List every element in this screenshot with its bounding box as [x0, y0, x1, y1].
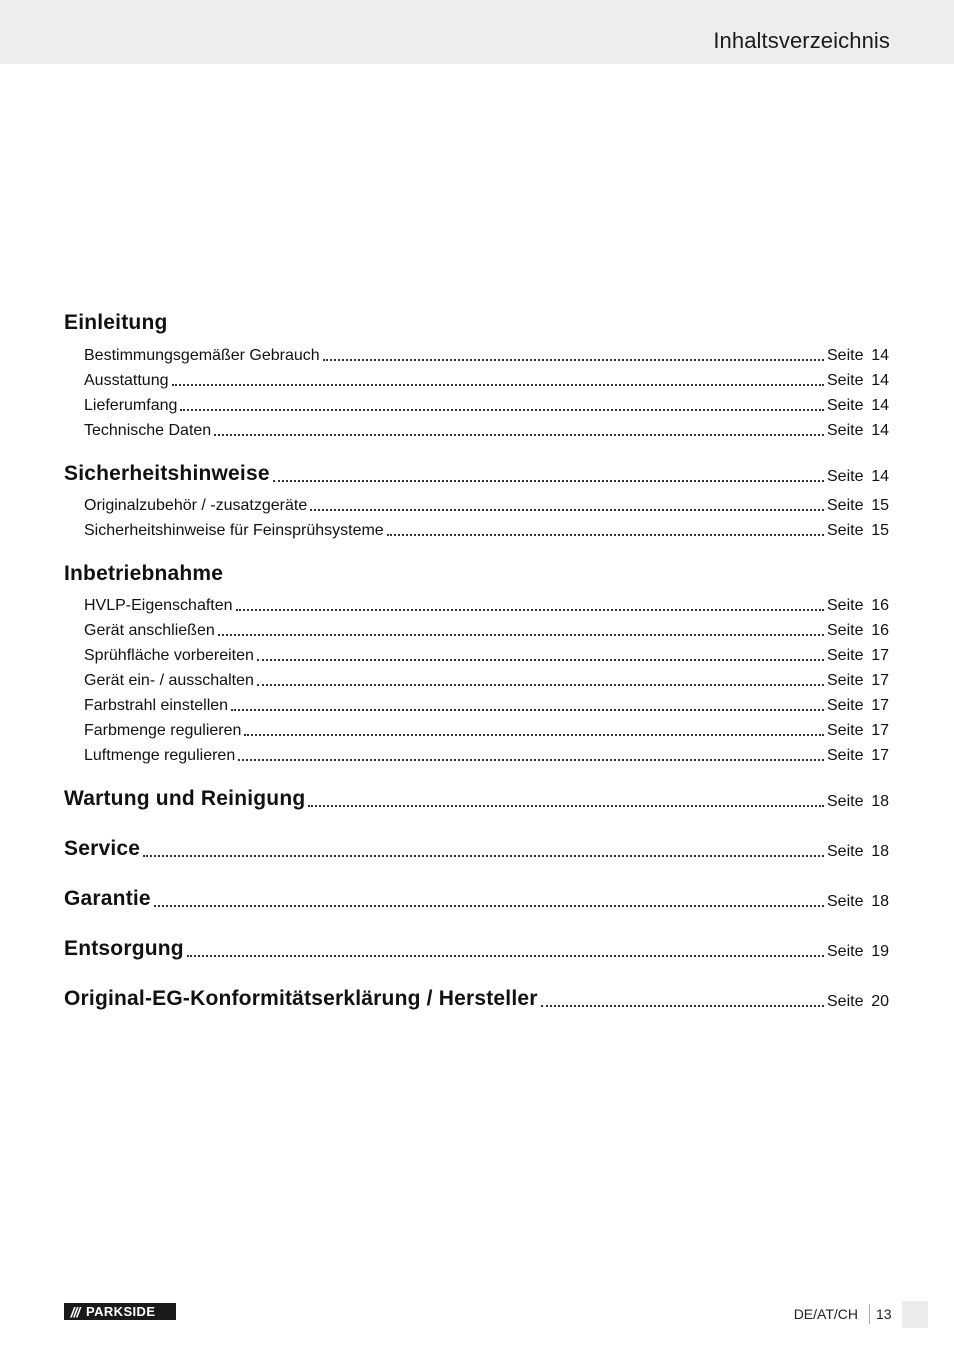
toc-page-number: 17	[871, 697, 889, 714]
toc-page-number: 16	[871, 622, 889, 639]
toc-seite-label: Seite	[827, 347, 864, 364]
toc-entry-label: Farbmenge regulieren	[84, 722, 242, 739]
toc-entry[interactable]	[84, 364, 889, 390]
toc-entry[interactable]	[84, 739, 889, 765]
dot-leader	[257, 684, 824, 686]
toc-entry[interactable]	[84, 614, 889, 640]
dot-leader	[310, 509, 824, 511]
toc-entry[interactable]	[84, 639, 889, 665]
toc-entry-label: Gerät anschließen	[84, 622, 215, 639]
toc-seite-label: Seite	[827, 672, 864, 689]
dot-leader	[214, 434, 824, 436]
toc-page-number: 18	[871, 793, 889, 810]
toc-page-number: 16	[871, 597, 889, 614]
toc-seite-label: Seite	[827, 468, 864, 485]
toc-entry-label: Sicherheitshinweise für Feinsprühsysteme	[84, 522, 384, 539]
toc-seite-label: Seite	[827, 943, 864, 960]
toc-entry-label: Technische Daten	[84, 422, 212, 439]
logo-text: PARKSIDE	[86, 1304, 156, 1319]
dot-leader	[323, 359, 824, 361]
dot-leader	[231, 709, 824, 711]
toc-seite-label: Seite	[827, 497, 864, 514]
toc-page-number: 14	[871, 422, 889, 439]
toc-page-number: 18	[871, 893, 889, 910]
toc-seite-label: Seite	[827, 747, 864, 764]
dot-leader	[541, 1005, 824, 1007]
toc-section-heading[interactable]	[64, 985, 889, 1011]
toc-entry-label: Luftmenge regulieren	[84, 747, 236, 764]
toc-entry[interactable]	[84, 514, 889, 540]
toc-page-number: 14	[871, 347, 889, 364]
toc-entry-label: Ausstattung	[84, 372, 169, 389]
dot-leader	[273, 480, 824, 482]
toc-page-number: 17	[871, 672, 889, 689]
toc-seite-label: Seite	[827, 843, 864, 860]
dot-leader	[238, 759, 824, 761]
toc-section-heading[interactable]	[64, 785, 889, 811]
toc-page-number: 19	[871, 943, 889, 960]
toc-seite-label: Seite	[827, 697, 864, 714]
toc-section-heading[interactable]	[64, 835, 889, 861]
dot-leader	[236, 609, 824, 611]
dot-leader	[257, 659, 824, 661]
parkside-logo	[64, 1303, 176, 1320]
toc-page-number: 14	[871, 397, 889, 414]
toc-entry-label: Service	[64, 837, 141, 860]
dot-leader	[143, 855, 824, 857]
toc-page-number: 14	[871, 372, 889, 389]
toc-seite-label: Seite	[827, 622, 864, 639]
toc-entry-label: HVLP-Eigenschaften	[84, 597, 233, 614]
page-title: Inhaltsverzeichnis	[713, 28, 890, 53]
footer-page-number: 13	[876, 1306, 892, 1322]
dot-leader	[154, 905, 824, 907]
toc-page-number: 18	[871, 843, 889, 860]
toc-page-number: 17	[871, 647, 889, 664]
toc-entry[interactable]	[84, 714, 889, 740]
toc-seite-label: Seite	[827, 397, 864, 414]
footer-tab-box	[902, 1301, 928, 1328]
toc-entry[interactable]	[84, 414, 889, 440]
toc-entry[interactable]	[84, 589, 889, 615]
footer-divider	[869, 1304, 870, 1324]
toc-entry-label: Gerät ein- / ausschalten	[84, 672, 254, 689]
toc-section-heading[interactable]	[64, 309, 889, 335]
toc-entry-label: Inbetriebnahme	[64, 562, 224, 585]
toc-section-heading[interactable]	[64, 935, 889, 961]
toc-section-heading[interactable]	[64, 460, 889, 486]
toc-page-number: 15	[871, 497, 889, 514]
toc-seite-label: Seite	[827, 793, 864, 810]
toc-seite-label: Seite	[827, 647, 864, 664]
toc-entry[interactable]	[84, 664, 889, 690]
toc-entry-label: Sicherheitshinweise	[64, 462, 270, 485]
toc-entry-label: Entsorgung	[64, 937, 184, 960]
toc-entry-label: Wartung und Reinigung	[64, 787, 306, 810]
toc-page-number: 17	[871, 747, 889, 764]
dot-leader	[308, 805, 824, 807]
toc-entry-label: Farbstrahl einstellen	[84, 697, 229, 714]
toc-entry[interactable]	[84, 339, 889, 365]
toc-entry[interactable]	[84, 389, 889, 415]
logo-slashes: ///	[70, 1303, 80, 1320]
toc-entry-label: Sprühfläche vorbereiten	[84, 647, 254, 664]
toc-entry-label: Bestimmungsgemäßer Gebrauch	[84, 347, 320, 364]
toc-entry-label: Einleitung	[64, 311, 168, 334]
toc-section-heading[interactable]	[64, 560, 889, 586]
toc-entry-label: Garantie	[64, 887, 151, 910]
toc-entry-label: Lieferumfang	[84, 397, 178, 414]
toc-page-number: 15	[871, 522, 889, 539]
toc-page-number: 14	[871, 468, 889, 485]
toc-seite-label: Seite	[827, 522, 864, 539]
toc-seite-label: Seite	[827, 722, 864, 739]
dot-leader	[180, 409, 824, 411]
toc-section-heading[interactable]	[64, 885, 889, 911]
dot-leader	[187, 955, 824, 957]
toc-page-number: 20	[871, 993, 889, 1010]
footer-language-codes: DE/AT/CH	[793, 1306, 858, 1322]
toc-entry[interactable]	[84, 689, 889, 715]
toc-entry[interactable]	[84, 489, 889, 515]
dot-leader	[244, 734, 824, 736]
dot-leader	[387, 534, 824, 536]
toc-entry-label: Original-EG-Konformitätserklärung / Hersteller	[64, 987, 538, 1010]
dot-leader	[218, 634, 824, 636]
toc-seite-label: Seite	[827, 893, 864, 910]
dot-leader	[172, 384, 825, 386]
toc-entry-label: Originalzubehör / -zusatzgeräte	[84, 497, 308, 514]
toc-seite-label: Seite	[827, 597, 864, 614]
toc-page-number: 17	[871, 722, 889, 739]
toc-seite-label: Seite	[827, 372, 864, 389]
toc-seite-label: Seite	[827, 993, 864, 1010]
toc-seite-label: Seite	[827, 422, 864, 439]
